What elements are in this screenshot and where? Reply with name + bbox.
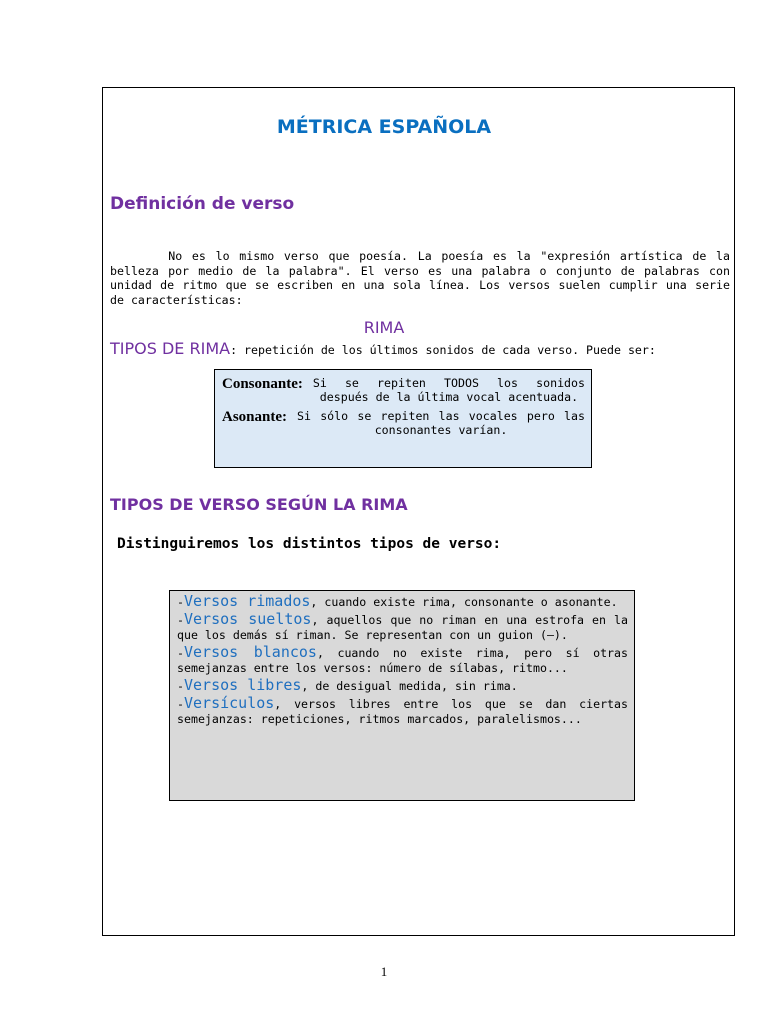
tipos-verso-heading: TIPOS DE VERSO SEGÚN LA RIMA (110, 495, 408, 514)
consonante-row (222, 376, 585, 404)
definicion-text: No es lo mismo verso que poesía. La poesía es la "expresión artística de la belleza por medio de la palabra". El verso es una palabra o conjunto de palabras con unidad de ritmo que se escriben en una sola línea. Los versos suelen cumplir una serie de características: (110, 249, 730, 307)
definicion-paragraph (110, 249, 730, 307)
verse-item-versiculos: -Versículos, versos libres entre los que se dan ciertas semejanzas: repeticiones, ritmos marcados, paralelismos... (177, 694, 628, 726)
rima-types-box (214, 369, 592, 468)
asonante-label: Asonante: (222, 409, 288, 425)
verse-text-blancos: , cuando no existe rima, pero sí otras semejanzas entre los versos: número de sílabas, ritmo... (177, 646, 628, 675)
rima-heading: RIMA (363, 318, 405, 337)
definicion-heading: Definición de verso (110, 194, 295, 214)
verse-term-sueltos: Versos sueltos (183, 610, 312, 628)
tipos-rima-text: : repetición de los últimos sonidos de cada verso. Puede ser: (230, 343, 656, 357)
verse-text-sueltos: , aquellos que no riman en una estrofa en la que los demás sí riman. Se representan con un guion (–). (177, 613, 628, 642)
verse-item-blancos: -Versos blancos, cuando no existe rima, pero sí otras semejanzas entre los versos: número de sílabas, ritmo... (177, 643, 628, 675)
verse-text-versiculos: , versos libres entre los que se dan ciertas semejanzas: repeticiones, ritmos marcados, paralelismos... (177, 697, 628, 726)
verse-item-rimados: -Versos rimados, cuando existe rima, consonante o asonante. (177, 592, 618, 610)
verse-types-box (169, 590, 635, 801)
asonante-text: Si sólo se repiten las vocales pero las consonantes varían. (297, 409, 585, 437)
tipos-rima-line (110, 339, 740, 358)
verse-text-libres: , de desigual medida, sin rima. (301, 679, 518, 693)
verse-term-blancos: Versos blancos (183, 643, 317, 661)
verse-term-versiculos: Versículos (183, 694, 275, 712)
verse-item-libres: -Versos libres, de desigual medida, sin rima. (177, 676, 518, 694)
verse-text-rimados: , cuando existe rima, consonante o asonante. (310, 595, 618, 609)
consonante-label: Consonante: (222, 376, 303, 392)
consonante-text: Si se repiten TODOS los sonidos después de la última vocal acentuada. (312, 376, 585, 404)
page-title: MÉTRICA ESPAÑOLA (276, 116, 492, 138)
tipos-verso-intro: Distinguiremos los distintos tipos de verso: (117, 536, 502, 552)
verse-term-rimados: Versos rimados (183, 592, 311, 610)
tipos-rima-label: TIPOS DE RIMA (110, 339, 231, 358)
verse-term-libres: Versos libres (183, 676, 302, 694)
page-number: 1 (380, 964, 388, 979)
asonante-row (222, 409, 585, 437)
verse-item-sueltos: -Versos sueltos, aquellos que no riman en una estrofa en la que los demás sí riman. Se representan con un guion (–). (177, 610, 628, 642)
